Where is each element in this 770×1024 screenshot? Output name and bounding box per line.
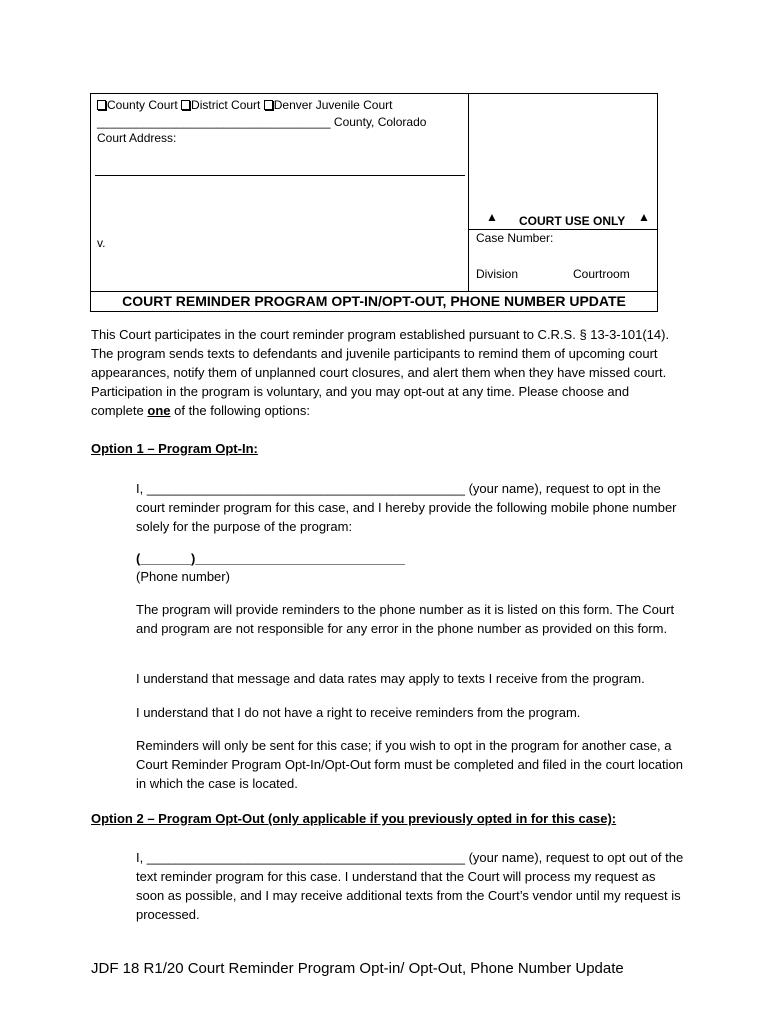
opt-in-paragraph-2: I understand that message and data rates may apply to texts I receive from the program. [136,671,645,686]
case-number-label: Case Number: [476,231,554,245]
division-label: Division [476,267,519,281]
court-address-label: Court Address: [97,131,177,145]
case-number-cell[interactable] [469,229,657,291]
option1-heading: Option 1 – Program Opt-In: [91,441,258,456]
triangle-up-icon: ▲ [638,210,650,224]
county-court-checkbox[interactable] [97,100,106,110]
opt-out-request[interactable]: I, ____________________________________________ (your name), request to opt out of the text reminder program for this case. I understand that the Court will process my request as soon as possible, and I may receive additional texts from the Court’s vendor until my request is processed. [136,850,684,922]
phone-number-label: (Phone number) [136,569,230,584]
opt-in-paragraph-4: Reminders will only be sent for this case; if you wish to opt in the program for another case, a Court Reminder Program Opt-In/Opt-Out form must be completed and filed in the court location in which the case is located. [136,738,683,791]
opt-in-paragraph-1: The program will provide reminders to the phone number as it is listed on this form. The Court and program are not responsible for any error in the phone number as provided on this form. [136,602,675,636]
district-court-checkbox[interactable] [181,100,190,110]
intro-text-end: of the following options: [170,403,310,418]
opt-in-paragraph-3: I understand that I do not have a right to receive reminders from the program. [136,705,581,720]
option2-heading: Option 2 – Program Opt-Out (only applicable if you previously opted in for this case): [91,811,617,826]
county-court-label: County Court [107,98,178,112]
court-use-only-cell [469,94,657,229]
intro-emphasis: one [147,403,171,418]
courtroom-label: Courtroom [573,267,630,281]
court-type-options [97,98,392,112]
intro-paragraph [91,325,681,420]
form-title: COURT REMINDER PROGRAM OPT-IN/OPT-OUT, PHONE NUMBER UPDATE [91,291,657,311]
opt-in-request[interactable]: I, ____________________________________________ (your name), request to opt in the court reminder program for this case, and I hereby provide the following mobile phone number solely for the purpose of the program: [136,481,677,534]
denver-juvenile-court-label: Denver Juvenile Court [273,98,393,112]
intro-text: This Court participates in the court reminder program established pursuant to C.R.S. § 13-3-101(14). The program sends texts to defendants and juvenile participants to remind them of upcoming court appearances, notify them of unplanned court closures, and alert them when they have missed court. Participation in the program is voluntary, and you may opt-out at any time. Please choose and complete [91,327,670,418]
court-address-field[interactable] [95,175,465,176]
caption-table [90,93,658,312]
phone-number-field[interactable]: (_______)_____________________________ [136,551,405,566]
denver-juvenile-court-checkbox[interactable] [264,100,273,110]
triangle-up-icon: ▲ [486,210,498,224]
court-use-only-label: COURT USE ONLY [519,214,626,228]
form-footer: JDF 18 R1/20 Court Reminder Program Opt-in/ Opt-Out, Phone Number Update [91,960,624,977]
district-court-label: District Court [191,98,261,112]
county-field[interactable]: ___________________________________ County, Colorado [97,115,427,129]
court-info-cell [91,94,469,291]
versus-label: v. [97,236,106,250]
